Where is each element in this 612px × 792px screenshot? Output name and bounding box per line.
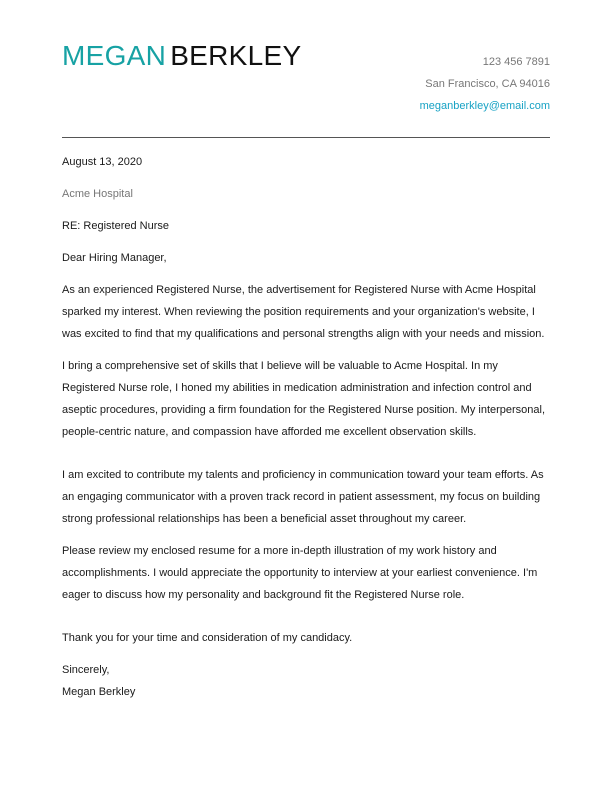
letter-date: August 13, 2020 — [62, 156, 143, 168]
salutation: Dear Hiring Manager, — [62, 252, 167, 264]
contact-block — [420, 51, 550, 117]
recipient-company: Acme Hospital — [62, 188, 133, 200]
letter-header — [62, 38, 550, 138]
subject-line: RE: Registered Nurse — [62, 220, 169, 232]
applicant-name — [62, 38, 301, 74]
body-paragraph-2: I bring a comprehensive set of skills that I believe will be valuable to Acme Hospital. In my Registered Nurse role, I honed my abilities in medication administration and infection control and aseptic procedures, providing a firm foundation for the Registered Nurse position. My interpersonal, people-centric nature, and compassion have afforded me excellent observation skills. — [62, 360, 546, 438]
body-paragraph-3: I am excited to contribute my talents and proficiency in communication toward your team efforts. As an engaging communicator with a proven track record in patient assessment, my focus on building strong professional relationships has been a beneficial asset throughout my career. — [62, 469, 544, 525]
last-name: BERKLEY — [170, 40, 302, 71]
location: San Francisco, CA 94016 — [425, 78, 550, 90]
body-paragraph-4: Please review my enclosed resume for a more in-depth illustration of my work history and accomplishments. I would appreciate the opportunity to interview at your earliest convenience. I'm eager to discuss how my personality and background fit the Registered Nurse role. — [62, 545, 538, 601]
email-address[interactable]: meganberkley@email.com — [419, 100, 550, 112]
thanks-line: Thank you for your time and consideration of my candidacy. — [62, 632, 353, 644]
phone-number: 123 456 7891 — [482, 56, 550, 68]
signature-name: Megan Berkley — [62, 686, 136, 698]
header-divider — [62, 137, 550, 138]
first-name: MEGAN — [62, 40, 167, 71]
closing-line: Sincerely, — [62, 664, 110, 676]
body-paragraph-1: As an experienced Registered Nurse, the advertisement for Registered Nurse with Acme Hospital sparked my interest. When reviewing the position requirements and your organization's website, I was excited to find that my qualifications and personal strengths align with your needs and mission. — [62, 284, 545, 340]
letter-body — [62, 151, 550, 703]
